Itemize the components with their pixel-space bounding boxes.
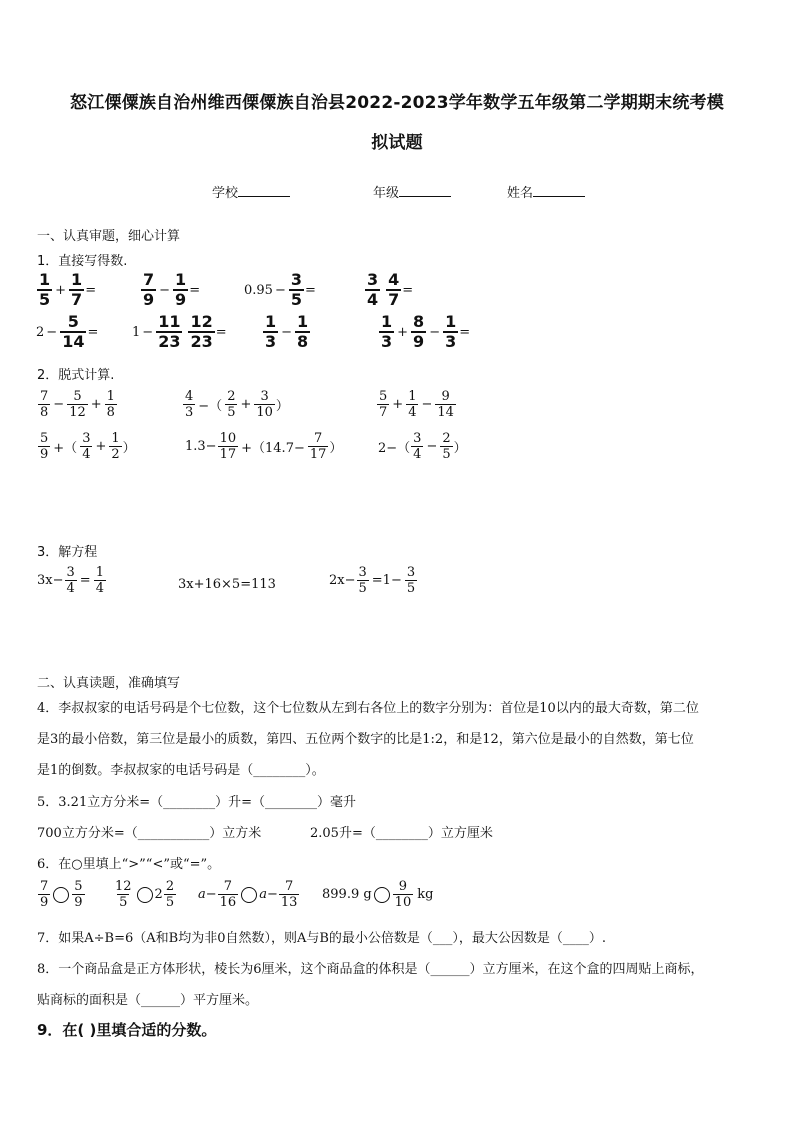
fraction: $\frac{2}{5}$ xyxy=(442,431,451,462)
school-blank[interactable] xyxy=(238,184,290,197)
q2-expr-4: $\frac{5}{9}$ +（ $\frac{3}{4}$ + $\frac{1}{2}$ ） xyxy=(40,431,136,462)
q1-item-8: $\frac{1}{3}$ + $\frac{8}{9}$ − $\frac{1}{3}$ = xyxy=(381,312,471,351)
fraction: $\frac{7}{13}$ xyxy=(280,879,298,910)
grade-label: 年级 xyxy=(373,186,400,201)
q2-expr-5: 1.3− $\frac{10}{17}$ +（14.7− $\frac{7}{17}$ ） xyxy=(185,431,343,462)
page-title-line2: 拟试题 xyxy=(371,133,423,153)
q7-text: 7．如果A÷B=6（A和B均为非0自然数），则A与B的最小公倍数是（___），最大公因数是（____）. xyxy=(37,931,607,946)
fraction: $\frac{10}{17}$ xyxy=(219,431,237,462)
q1-item-7: $\frac{1}{3}$ − $\frac{1}{8}$ xyxy=(265,312,309,351)
fraction: $\frac{2}{5}$ xyxy=(227,389,236,420)
q2-expr-3: $\frac{5}{7}$ + $\frac{1}{4}$ − $\frac{9}{14}$ xyxy=(379,389,454,420)
q2-expr-2: $\frac{4}{3}$ −（ $\frac{2}{5}$ + $\frac{3}{10}$ ） xyxy=(185,389,289,420)
q3-equation-1: 3x− $\frac{3}{4}$ = $\frac{1}{4}$ xyxy=(37,565,104,596)
q3-label: 3．解方程 xyxy=(37,545,98,560)
q8-line1: 8．一个商品盒是正方体形状，棱长为6厘米，这个商品盒的体积是（______）立方厘米，在这个盒的四周贴上商标， xyxy=(37,962,704,977)
page-title-line1: 怒江傈僳族自治州维西傈僳族自治县2022-2023学年数学五年级第二学期期末统考模 xyxy=(70,93,724,113)
q1-item-4: $\frac{3}{4}$ $\frac{4}{7}$ = xyxy=(367,270,414,309)
fraction: $\frac{1}{2}$ xyxy=(111,431,120,462)
fraction: $\frac{5}{9}$ xyxy=(40,431,49,462)
section2-heading: 二、认真读题，准确填写 xyxy=(37,676,181,691)
q6-label: 6．在○里填上“>”“<”或“=”。 xyxy=(37,857,221,872)
q6-compare-1 xyxy=(37,880,86,909)
compare-circle[interactable] xyxy=(53,887,69,903)
fraction: $\frac{3}{4}$ xyxy=(413,431,422,462)
fraction: $\frac{4}{3}$ xyxy=(185,389,194,420)
q1-label: 1．直接写得数. xyxy=(37,254,128,269)
fraction: $\frac{1}{3}$ xyxy=(381,312,393,351)
q1-item-3: 0.95 − $\frac{3}{5}$ = xyxy=(244,270,316,309)
fraction: $\frac{7}{17}$ xyxy=(309,431,327,462)
name-label: 姓名 xyxy=(507,186,534,201)
q2-label: 2．脱式计算. xyxy=(37,368,115,383)
fraction: $\frac{3}{4}$ xyxy=(82,431,91,462)
fraction: $\frac{4}{7}$ xyxy=(388,270,400,309)
fraction: $\frac{1}{3}$ xyxy=(265,312,277,351)
q6-compare-4: 899.9 g $\frac{9}{10}$ kg xyxy=(322,879,434,910)
section1-heading: 一、认真审题，细心计算 xyxy=(37,229,181,244)
q1-item-6: 1 − $\frac{11}{23}$ $\frac{12}{23}$ = xyxy=(132,312,227,351)
fraction: $\frac{3}{5}$ xyxy=(358,565,367,596)
fraction: $\frac{1}{8}$ xyxy=(106,389,115,420)
q1-item-5: 2 − $\frac{5}{14}$ = xyxy=(36,312,99,351)
fraction: $\frac{3}{5}$ xyxy=(406,565,416,596)
q2-expr-1: $\frac{7}{8}$ − $\frac{5}{12}$ + $\frac{1}{8}$ xyxy=(40,389,115,420)
fraction: $\frac{7}{9}$ xyxy=(143,270,155,309)
fraction: $\frac{3}{5}$ xyxy=(290,270,302,309)
fraction: $\frac{8}{9}$ xyxy=(413,312,425,351)
q1-item-2: $\frac{7}{9}$ − $\frac{1}{9}$ = xyxy=(143,270,201,309)
fraction: $\frac{11}{23}$ xyxy=(158,312,181,351)
q9-text: 9．在( )里填合适的分数。 xyxy=(37,1021,217,1039)
fraction: $\frac{7}{8}$ xyxy=(40,389,49,420)
q4-line2: 是3的最小倍数，第三位是最小的质数，第四、五位两个数字的比是1:2，和是12，第六位是最小的自然数，第七位 xyxy=(37,732,694,747)
school-label: 学校 xyxy=(212,186,239,201)
compare-circle[interactable] xyxy=(374,887,390,903)
fraction: $\frac{12}{23}$ xyxy=(190,312,213,351)
fraction: $\frac{9}{14}$ xyxy=(437,389,454,420)
fraction: $\frac{5}{9}$ xyxy=(74,879,83,910)
q8-line2: 贴商标的面积是（______）平方厘米。 xyxy=(37,993,259,1008)
q5-line1: 5．3.21立方分米=（________）升=（________）毫升 xyxy=(37,795,357,810)
grade-field xyxy=(373,182,451,201)
fraction: $\frac{3}{4}$ xyxy=(367,270,379,309)
fraction: $\frac{3}{10}$ xyxy=(256,389,273,420)
fraction: $\frac{3}{4}$ xyxy=(66,565,75,596)
fraction: $\frac{9}{10}$ xyxy=(394,879,412,910)
compare-circle[interactable] xyxy=(137,887,153,903)
q2-expr-6: 2−（ $\frac{3}{4}$ − $\frac{2}{5}$ ） xyxy=(378,431,467,462)
fraction: $\frac{7}{16}$ xyxy=(219,879,237,910)
q6-compare-3: a− $\frac{7}{16}$ a− $\frac{7}{13}$ xyxy=(198,879,298,910)
q3-equation-3: 2x− $\frac{3}{5}$ =1− $\frac{3}{5}$ xyxy=(329,565,416,596)
fraction: $\frac{12}{5}$ xyxy=(115,879,132,910)
fraction: $\frac{1}{4}$ xyxy=(95,565,104,596)
name-field xyxy=(507,182,585,201)
q5-line2a: 700立方分米=（___________）立方米 xyxy=(37,826,262,841)
compare-circle[interactable] xyxy=(241,887,257,903)
fraction: $\frac{5}{12}$ xyxy=(69,389,86,420)
q6-compare-2: $\frac{12}{5}$ 2 $\frac{2}{5}$ xyxy=(115,879,175,910)
q4-line3: 是1的倒数。李叔叔家的电话号码是（________）。 xyxy=(37,763,325,778)
fraction: $\frac{1}{9}$ xyxy=(175,270,187,309)
fraction: $\frac{1}{4}$ xyxy=(408,389,417,420)
fraction: $\frac{1}{8}$ xyxy=(297,312,309,351)
fraction: $\frac{5}{7}$ xyxy=(379,389,388,420)
grade-blank[interactable] xyxy=(399,184,451,197)
fraction: $\frac{5}{14}$ xyxy=(62,312,85,351)
school-field xyxy=(212,182,290,201)
q4-line1: 4．李叔叔家的电话号码是个七位数，这个七位数从左到右各位上的数字分别为：首位是10以内的最大奇数，第二位 xyxy=(37,701,699,716)
fraction: $\frac{1}{3}$ xyxy=(445,312,457,351)
fraction: $\frac{2}{5}$ xyxy=(165,879,175,910)
name-blank[interactable] xyxy=(533,184,585,197)
q5-line2b: 2.05升=（________）立方厘米 xyxy=(310,826,493,841)
q1-item-1: $\frac{1}{5}$ + $\frac{1}{7}$ = xyxy=(39,270,97,309)
fraction: $\frac{1}{7}$ xyxy=(71,270,83,309)
q3-equation-2: 3x+16×5=113 xyxy=(178,577,276,592)
fraction: $\frac{7}{9}$ xyxy=(40,879,49,910)
fraction: $\frac{1}{5}$ xyxy=(39,270,51,309)
